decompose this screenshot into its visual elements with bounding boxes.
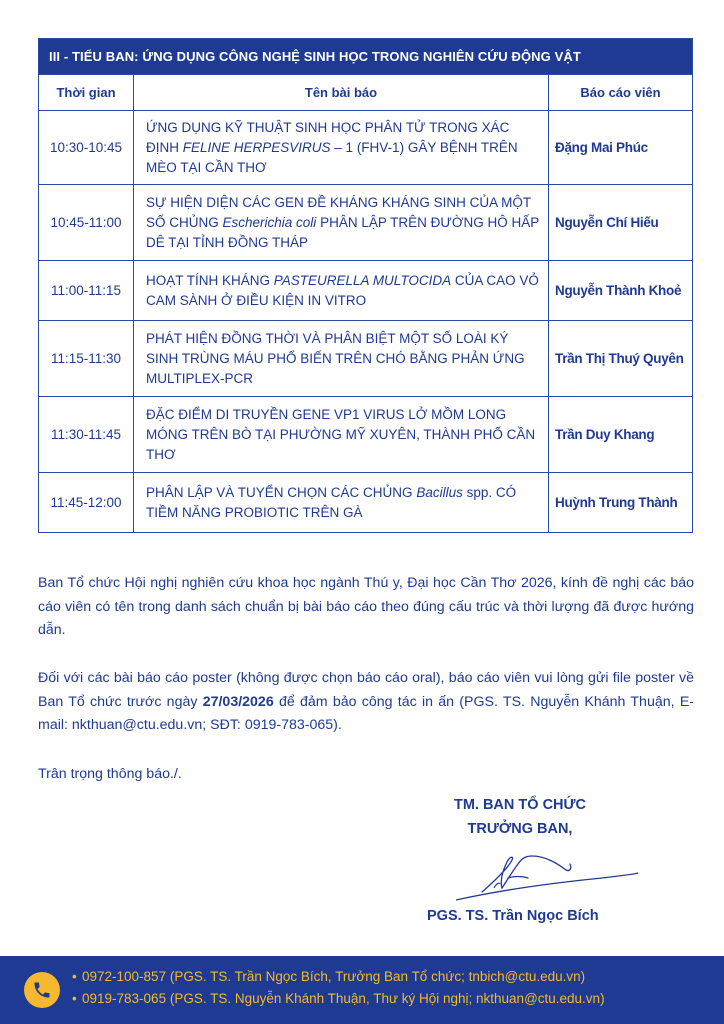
row-speaker: Nguyễn Thành Khoẻ <box>549 261 693 321</box>
session-title-row <box>39 39 693 75</box>
row-speaker: Trần Thị Thuý Quyên <box>549 321 693 397</box>
row-paper-title: PHÂN LẬP VÀ TUYỂN CHỌN CÁC CHỦNG Bacillus spp. CÓ TIỀM NĂNG PROBIOTIC TRÊN GÀ <box>134 473 549 533</box>
table-row <box>39 261 693 321</box>
handwritten-signature <box>452 848 642 906</box>
signatory-name: PGS. TS. Trần Ngọc Bích <box>427 908 599 924</box>
row-time: 11:15-11:30 <box>39 321 134 397</box>
row-paper-title: ĐẶC ĐIỂM DI TRUYỀN GENE VP1 VIRUS LỞ MỒM LONG MÓNG TRÊN BÒ TẠI PHƯỜNG MỸ XUYÊN, THÀNH PHỐ CẦN THƠ <box>134 397 549 473</box>
row-time: 11:00-11:15 <box>39 261 134 321</box>
row-time: 10:30-10:45 <box>39 111 134 185</box>
row-paper-title: SỰ HIỆN DIỆN CÁC GEN ĐỀ KHÁNG KHÁNG SINH CỦA MỘT SỐ CHỦNG Escherichia coli PHÂN LẬP TRÊN ĐƯỜNG HÔ HẤP DÊ TẠI TỈNH ĐỒNG THÁP <box>134 185 549 261</box>
table-row <box>39 473 693 533</box>
table-row <box>39 397 693 473</box>
table-row <box>39 321 693 397</box>
contact-footer <box>0 956 724 1024</box>
row-speaker: Trần Duy Khang <box>549 397 693 473</box>
row-paper-title: PHÁT HIỆN ĐỒNG THỜI VÀ PHÂN BIỆT MỘT SỐ LOÀI KÝ SINH TRÙNG MÁU PHỔ BIẾN TRÊN CHÓ BẰNG PHẢN ỨNG MULTIPLEX-PCR <box>134 321 549 397</box>
schedule-table <box>38 38 693 533</box>
row-speaker: Huỳnh Trung Thành <box>549 473 693 533</box>
signature-role: TRƯỞNG BAN, <box>467 821 573 837</box>
signature-org: TM. BAN TỔ CHỨC <box>453 797 587 813</box>
phone-icon <box>24 972 60 1008</box>
row-paper-title: HOẠT TÍNH KHÁNG PASTEURELLA MULTOCIDA CỦA CAO VỎ CAM SÀNH Ở ĐIỀU KIỆN IN VITRO <box>134 261 549 321</box>
row-speaker: Đặng Mai Phúc <box>549 111 693 185</box>
header-paper: Tên bài báo <box>134 75 549 111</box>
session-title: III - TIỂU BAN: ỨNG DỤNG CÔNG NGHỆ SINH HỌC TRONG NGHIÊN CỨU ĐỘNG VẬT <box>39 39 693 75</box>
header-time: Thời gian <box>39 75 134 111</box>
notice-closing: Trân trọng thông báo./. <box>38 766 182 782</box>
row-time: 11:45-12:00 <box>39 473 134 533</box>
notice-paragraph-2: Đối với các bài báo cáo poster (không được chọn báo cáo oral), báo cáo viên vui lòng gửi file poster về Ban Tổ chức trước ngày 27/03/2026 để đảm bảo công tác in ấn (PGS. TS. Nguyễn Khánh Thuận, E-mail: nkthuan@ctu.edu.vn; SĐT: 0919-783-065). <box>38 670 695 733</box>
row-paper-title: ỨNG DỤNG KỸ THUẬT SINH HỌC PHÂN TỬ TRONG XÁC ĐỊNH FELINE HERPESVIRUS – 1 (FHV-1) GÂY BỆNH TRÊN MÈO TẠI CẦN THƠ <box>134 111 549 185</box>
table-row <box>39 111 693 185</box>
row-time: 11:30-11:45 <box>39 397 134 473</box>
table-row <box>39 185 693 261</box>
table-header-row <box>39 75 693 111</box>
header-speaker: Báo cáo viên <box>549 75 693 111</box>
notice-paragraph-1: Ban Tổ chức Hội nghị nghiên cứu khoa học ngành Thú y, Đại học Cần Thơ 2026, kính đề nghị các báo cáo viên có tên trong danh sách chuẩn bị bài báo cáo theo đúng cấu trúc và thời lượng đã được hướng dẫn. <box>38 575 694 638</box>
contact-line-1: • 0972-100-857 (PGS. TS. Trần Ngọc Bích, Trưởng Ban Tổ chức; tnbich@ctu.edu.vn) <box>72 969 586 984</box>
row-speaker: Nguyễn Chí Hiếu <box>549 185 693 261</box>
row-time: 10:45-11:00 <box>39 185 134 261</box>
contact-line-2: • 0919-783-065 (PGS. TS. Nguyễn Khánh Thuận, Thư ký Hội nghị; nkthuan@ctu.edu.vn) <box>72 991 605 1006</box>
poster-deadline: 27/03/2026 <box>202 693 274 710</box>
